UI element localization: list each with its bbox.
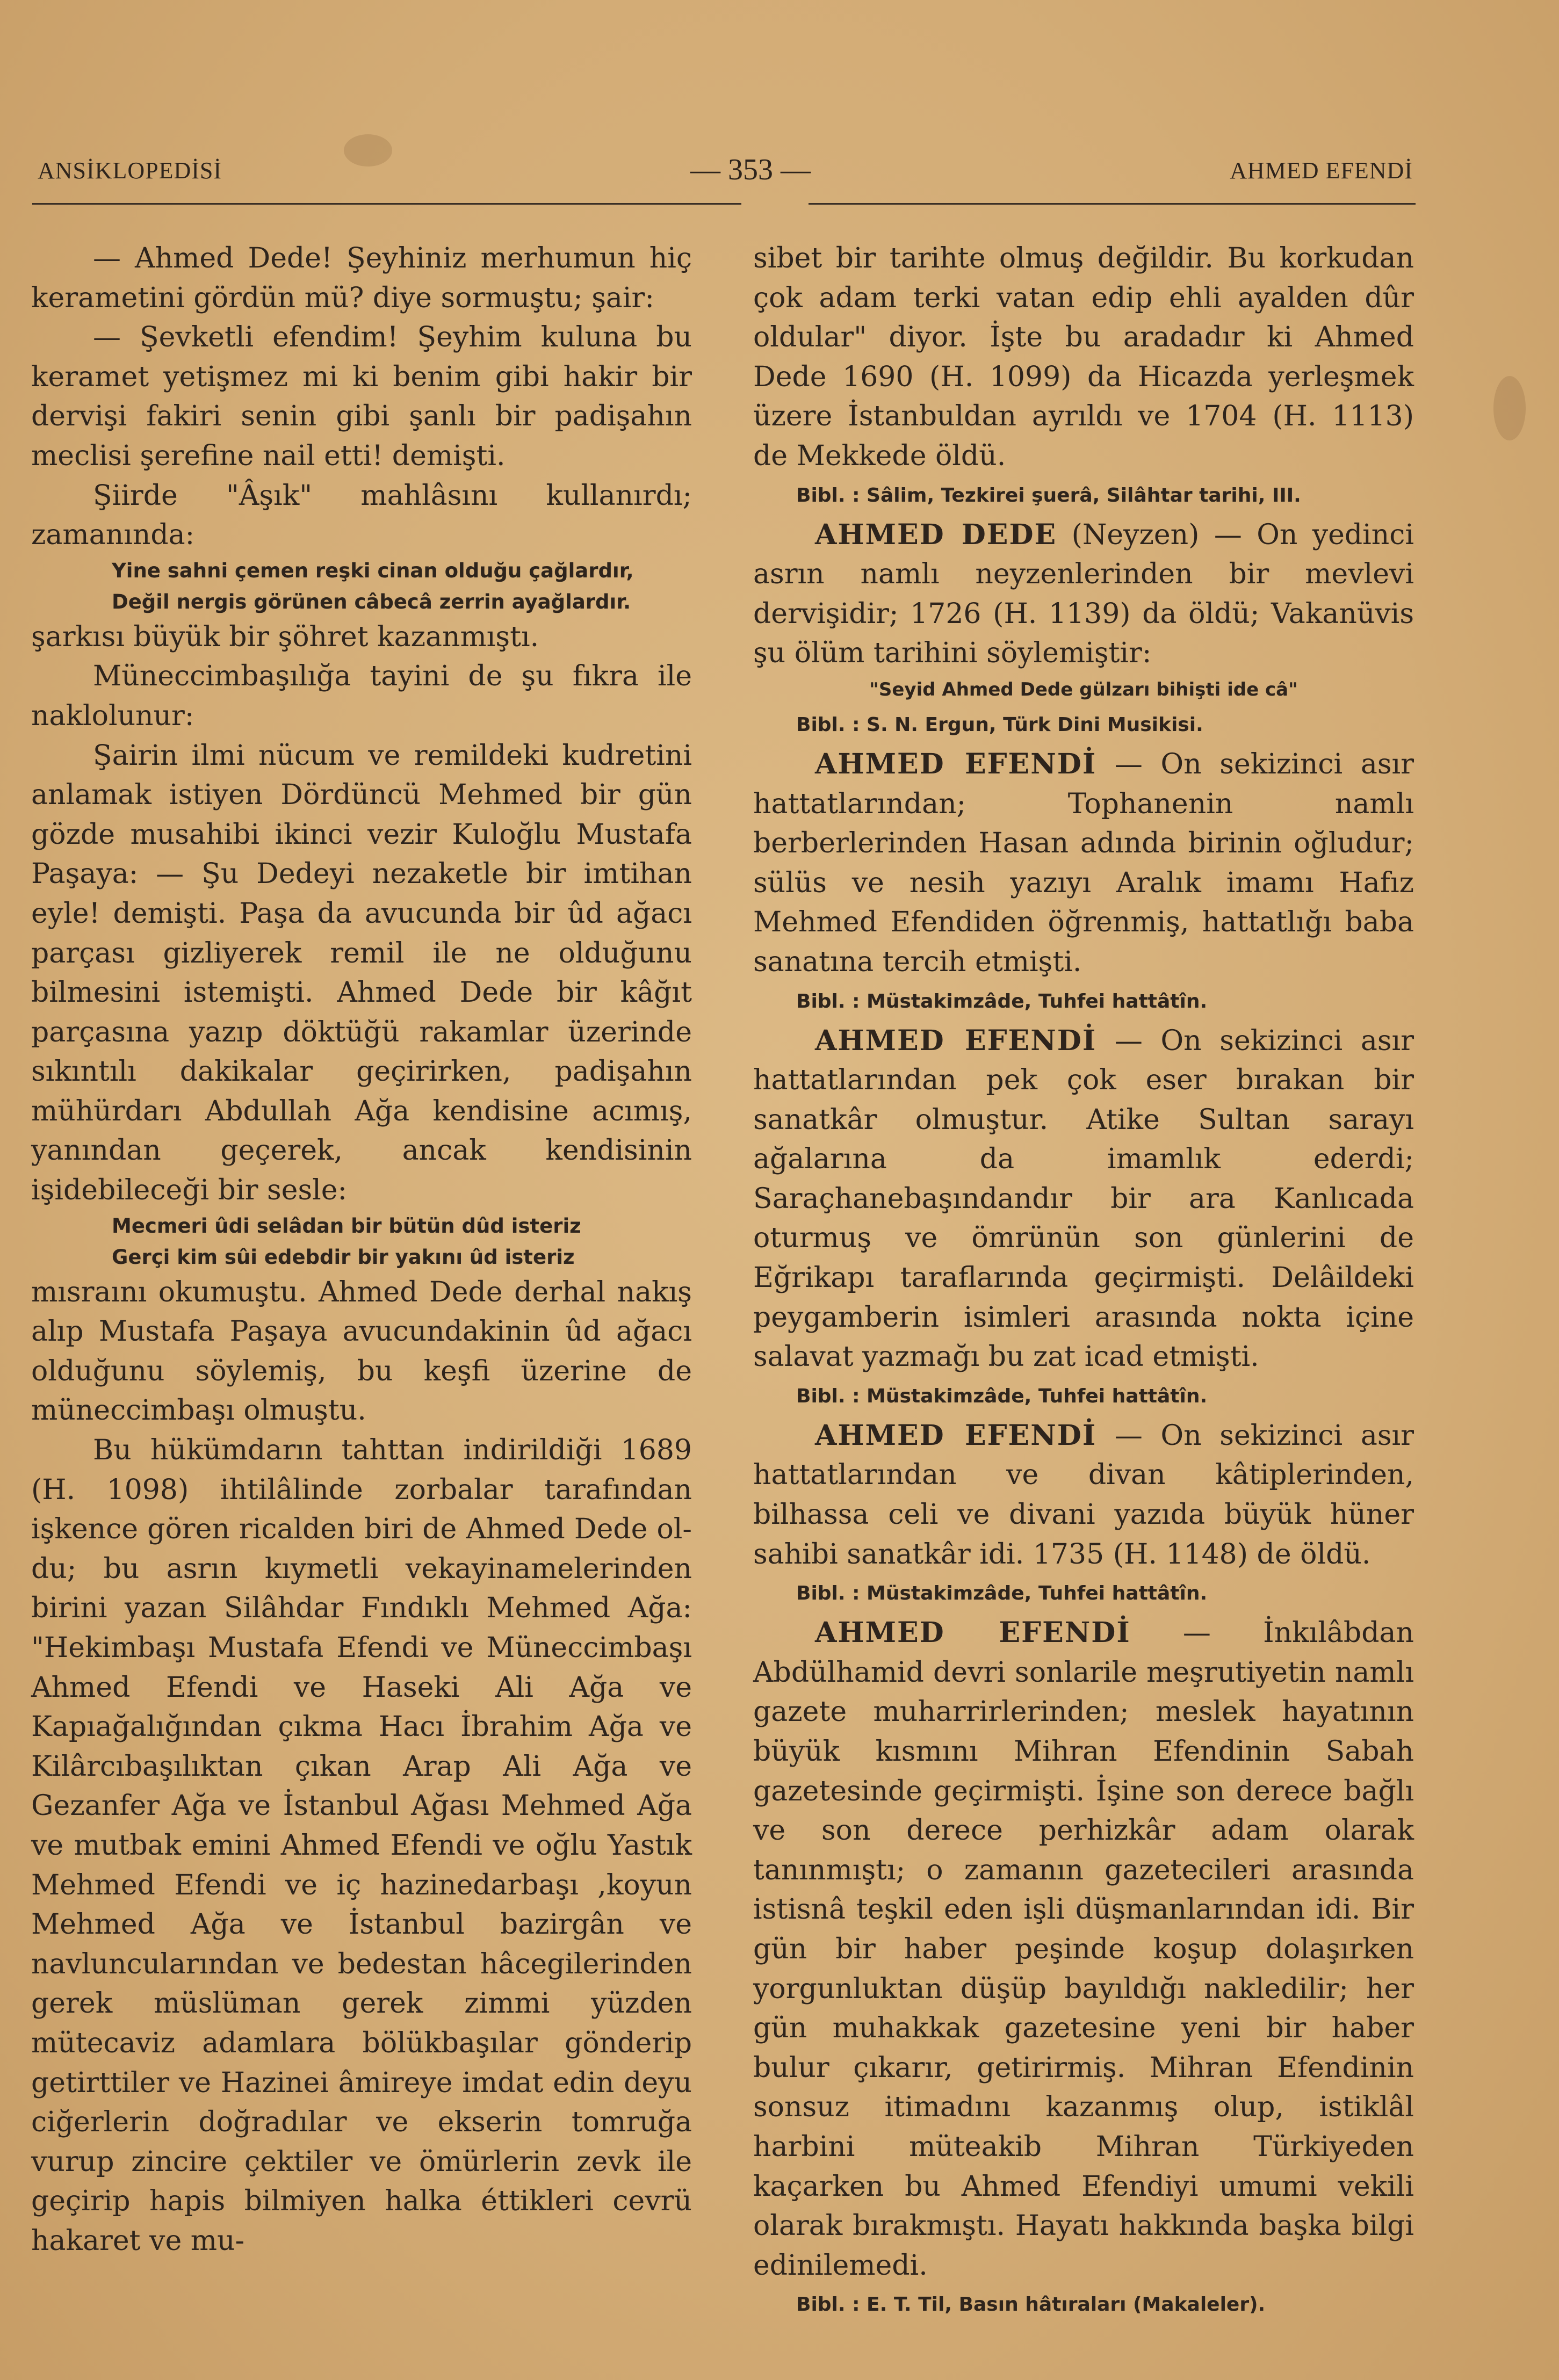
- paragraph: Bu hükümdarın tahttan indirildiği 1689 (H. 1098) ihtilâlinde zorbalar tarafından işkence gören ricalden biri de Ahmed Dede ol-du; bu asrın kıymetli vekayinamelerinden birini yazan Silâhdar Fındıklı Mehmed Ağa: "Hekimbaşı Mustafa Efendi ve Müneccimbaşı Ahmed Efendi ve Haseki Ali Ağa ve Kapıağalığından çıkma Hacı İbrahim Ağa ve Kilârcıbaşılıktan çıkan Arap Ali Ağa ve Gezanfer Ağa ve İstanbul Ağası Mehmed Ağa ve mutbak emini Ahmed Efendi ve oğlu Yastık Mehmed Efendi ve iç hazinedarbaşı ,koyun Mehmed Ağa ve İstanbul bazirgân ve navluncularından ve bedestan hâcegilerinden gerek müslüman gerek zimmi yüzden mütecaviz adamlara bölükbaşılar gönderip getirttiler ve Hazinei âmireye imdat edin deyu ciğerlerin doğradılar ve ekserin tomruğa vurup zincire çektiler ve ömürlerin zevk ile geçirip hapis bilmiyen halka éttikleri cevrü hakaret ve mu-: [31, 1434, 692, 2257]
- page-number: — 353 —: [690, 153, 811, 186]
- right-column: [753, 239, 1414, 2324]
- verse-block: [31, 555, 692, 618]
- paragraph: şarkısı büyük bir şöhret kazanmıştı.: [31, 620, 539, 653]
- entry-text: — On sekizinci asır hattatlarından ve divan kâtiplerinden, bilhassa celi ve divani yazıda büyük hüner sahibi sanatkâr idi. 1735 (H. 1148) de öldü.: [753, 1419, 1414, 1571]
- paragraph: Müneccimbaşılığa tayini de şu fıkra ile naklolunur:: [31, 660, 692, 732]
- paragraph: Şiirde "Âşık" mahlâsını kullanırdı; zamanında:: [31, 479, 692, 552]
- left-column: [31, 239, 692, 2261]
- entry-text: — İnkılâbdan Abdülhamid devri sonlarile meşrutiyetin namlı gazete muharrirlerinden; meslek hayatının büyük kısmını Mihran Efendinin Sabah gazetesinde geçirmişti. İşine son derece bağlı ve son derece perhizkâr adam olarak tanınmıştı; o zamanın gazetecileri arasında istisnâ teşkil eden işli düşmanlarından idi. Bir gün bir haber peşinde koşup dolaşırken yorgunluktan düşüp bayıldığı nakledilir; her gün muhakkak gazetesine yeni bir haber bulur çıkarır, getirirmiş. Mihran Efendinin sonsuz itimadını kazanmış olup, istiklâl harbini müteakib Mihran Türkiyeden kaçarken bu Ahmed Efendiyi umumi vekili olarak bırakmıştı. Hayatı hakkında başka bilgi edinilemedi.: [753, 1617, 1414, 2282]
- bibliography: Bibl. : Müstakimzâde, Tuhfei hattâtîn.: [796, 1385, 1208, 1407]
- verse-line: Değil nergis görünen câbecâ zerrin ayağlardır.: [112, 590, 631, 613]
- bibliography: Bibl. : S. N. Ergun, Türk Dini Musikisi.: [796, 713, 1203, 736]
- paragraph: mısraını okumuştu. Ahmed Dede derhal nakış alıp Mustafa Paşaya avucundakinin ûd ağacı olduğunu söylemiş, bu keşfi üzerine de müneccimbaşı olmuştu.: [31, 1276, 692, 1427]
- bibliography: Bibl. : E. T. Til, Basın hâtıraları (Makaleler).: [796, 2294, 1266, 2316]
- entry: [753, 1416, 1414, 1574]
- entry: [753, 1613, 1414, 2285]
- entry: [753, 1021, 1414, 1377]
- entry-title: AHMED EFENDİ: [815, 1024, 1097, 1057]
- page-header: [38, 153, 1413, 189]
- bibliography: Bibl. : Sâlim, Tezkirei şuerâ, Silâhtar tarihi, III.: [796, 484, 1301, 507]
- entry-text: (Neyzen) — On yedinci asrın namlı neyzenlerinden bir mevlevi dervişidir; 1726 (H. 1139) da öldü; Vakanüvis şu ölüm tarihini söylemiştir:: [753, 518, 1414, 670]
- header-rule-left: [32, 203, 741, 205]
- entry: [753, 515, 1414, 674]
- paragraph: sibet bir tarihte olmuş değildir. Bu korkudan çok adam terki vatan edip ehli ayalden dûr oldular" diyor. İşte bu aradadır ki Ahmed Dede 1690 (H. 1099) da Hicazda yerleşmek üzere İstanbuldan ayrıldı ve 1704 (H. 1113) de Mekkede öldü.: [753, 242, 1414, 472]
- entry-title: AHMED DEDE: [815, 518, 1057, 551]
- header-right-title: AHMED EFENDİ: [1230, 157, 1413, 184]
- bibliography: Bibl. : Müstakimzâde, Tuhfei hattâtîn.: [796, 990, 1208, 1012]
- verse-line: Gerçi kim sûi edebdir bir yakını ûd isteriz: [112, 1245, 575, 1269]
- paper-stain: [1493, 376, 1526, 440]
- header-left-title: ANSİKLOPEDİSİ: [38, 157, 222, 184]
- verse-line: Yine sahni çemen reşki cinan olduğu çağlardır,: [112, 559, 634, 582]
- paragraph: — Şevketli efendim! Şeyhim kuluna bu keramet yetişmez mi ki benim gibi hakir bir dervişi fakiri senin gibi şanlı bir padişahın meclisi şerefine nail etti! demişti.: [31, 321, 692, 472]
- entry-title: AHMED EFENDİ: [815, 1419, 1097, 1452]
- bibliography: Bibl. : Müstakimzâde, Tuhfei hattâtîn.: [796, 1582, 1208, 1605]
- verse-block: [31, 1211, 692, 1273]
- quote-line: "Seyid Ahmed Dede gülzarı bihişti ide câ": [869, 678, 1298, 700]
- paragraph: — Ahmed Dede! Şeyhiniz merhumun hiç kerametini gördün mü? diye sormuştu; şair:: [31, 242, 692, 314]
- paragraph: Şairin ilmi nücum ve remildeki kudretini anlamak istiyen Dördüncü Mehmed bir gün gözde musahibi ikinci vezir Kuloğlu Mustafa Paşaya: — Şu Dedeyi nezaketle bir imtihan eyle! demişti. Paşa da avucunda bir ûd ağacı parçası gizliyerek remil ile ne olduğunu bilmesini istemişti. Ahmed Dede bir kâğıt parçasına yazıp döktüğü rakamlar üzerinde sıkıntılı dakikalar geçirirken, padişahın mühürdarı Abdullah Ağa kendisine acımış, yanından geçerek, ancak kendisinin işidebileceği bir sesle:: [31, 739, 692, 1207]
- verse-line: Mecmeri ûdi selâdan bir bütün dûd isteriz: [112, 1214, 581, 1238]
- entry-title: AHMED EFENDİ: [815, 1616, 1131, 1650]
- entry-title: AHMED EFENDİ: [815, 747, 1097, 780]
- entry-text: — On sekizinci asır hattatlarından; Tophanenin namlı berberlerinden Hasan adında birinin oğludur; sülüs ve nesih yazıyı Aralık imamı Hafız Mehmed Efendiden öğrenmiş, hattatlığı baba sanatına tercih etmişti.: [753, 748, 1414, 978]
- entry-text: — On sekizinci asır hattatlarından pek çok eser bırakan bir sanatkâr olmuştur. Atike Sultan sarayı ağalarına da imamlık ederdi; Saraçhanebaşındandır bir ara Kanlıcada oturmuş ve ömrünün son günlerini de Eğrikapı taraflarında geçirmişti. Delâildeki peygamberin isimleri arasında nokta içine salavat yazmağı bu zat icad etmişti.: [753, 1024, 1414, 1373]
- entry: [753, 744, 1414, 982]
- header-rule-right: [809, 203, 1416, 205]
